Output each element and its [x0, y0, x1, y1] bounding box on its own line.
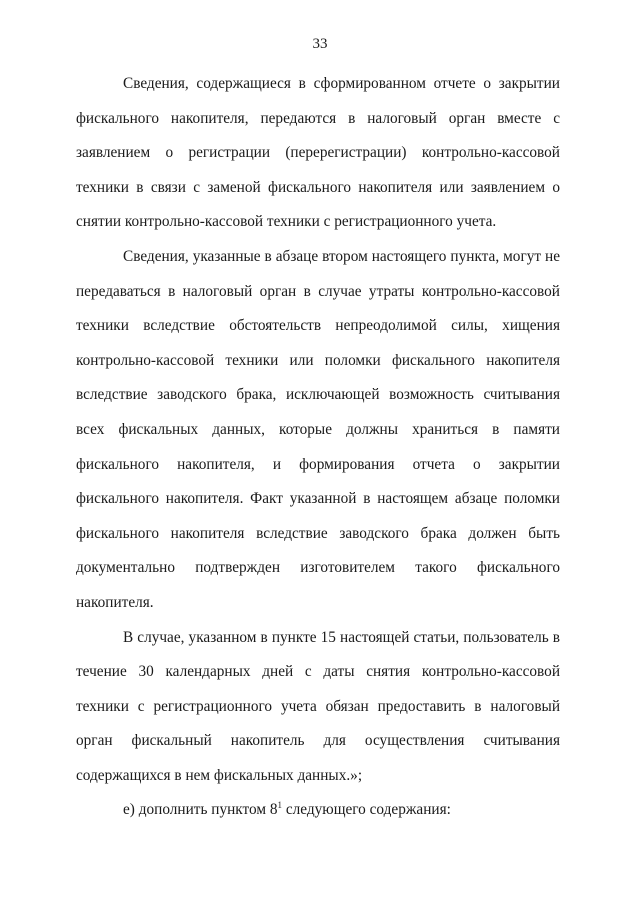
page-number: 33 — [312, 36, 328, 52]
paragraph-user-obligation: В случае, указанном в пункте 15 настоящей статьи, пользователь в течение 30 календарных дней с даты снятия контрольно-кассовой техники с регистрационного учета обязан предоставить в налоговый орган фискальный накопитель для осуществления считывания содержащихся в нем фискальных данных.»; — [76, 628, 560, 784]
paragraph-closing-report: Сведения, содержащиеся в сформированном отчете о закрытии фискального накопителя, передаются в налоговый орган вместе с заявлением о регистрации (перерегистрации) контрольно-кассовой техники в связи с заменой фискального накопителя или заявлением о снятии контрольно-кассовой техники с регистрационного учета. — [76, 75, 560, 231]
paragraph-exceptions: Сведения, указанные в абзаце втором настоящего пункта, могут не передаваться в налоговый орган в случае утраты контрольно-кассовой техники вследствие обстоятельств непреодолимой силы, хищения контрольно-кассовой техники или поломки фискального накопителя вследствие заводского брака, исключающей возможность считывания всех фискальных данных, которые должны храниться в памяти фискального накопителя, и формирования отчета о закрытии фискального накопителя. Факт указанной в настоящем абзаце поломки фискального накопителя вследствие заводского брака должен быть документально подтвержден изготовителем такого фискального накопителя. — [76, 247, 560, 611]
amendment-superscript: 1 — [277, 800, 283, 811]
paragraph-amendment-e — [76, 793, 560, 828]
amendment-text-tail: следующего содержания: — [282, 801, 451, 819]
document-body — [76, 67, 560, 828]
amendment-text: е) дополнить пунктом 8 — [123, 801, 278, 819]
